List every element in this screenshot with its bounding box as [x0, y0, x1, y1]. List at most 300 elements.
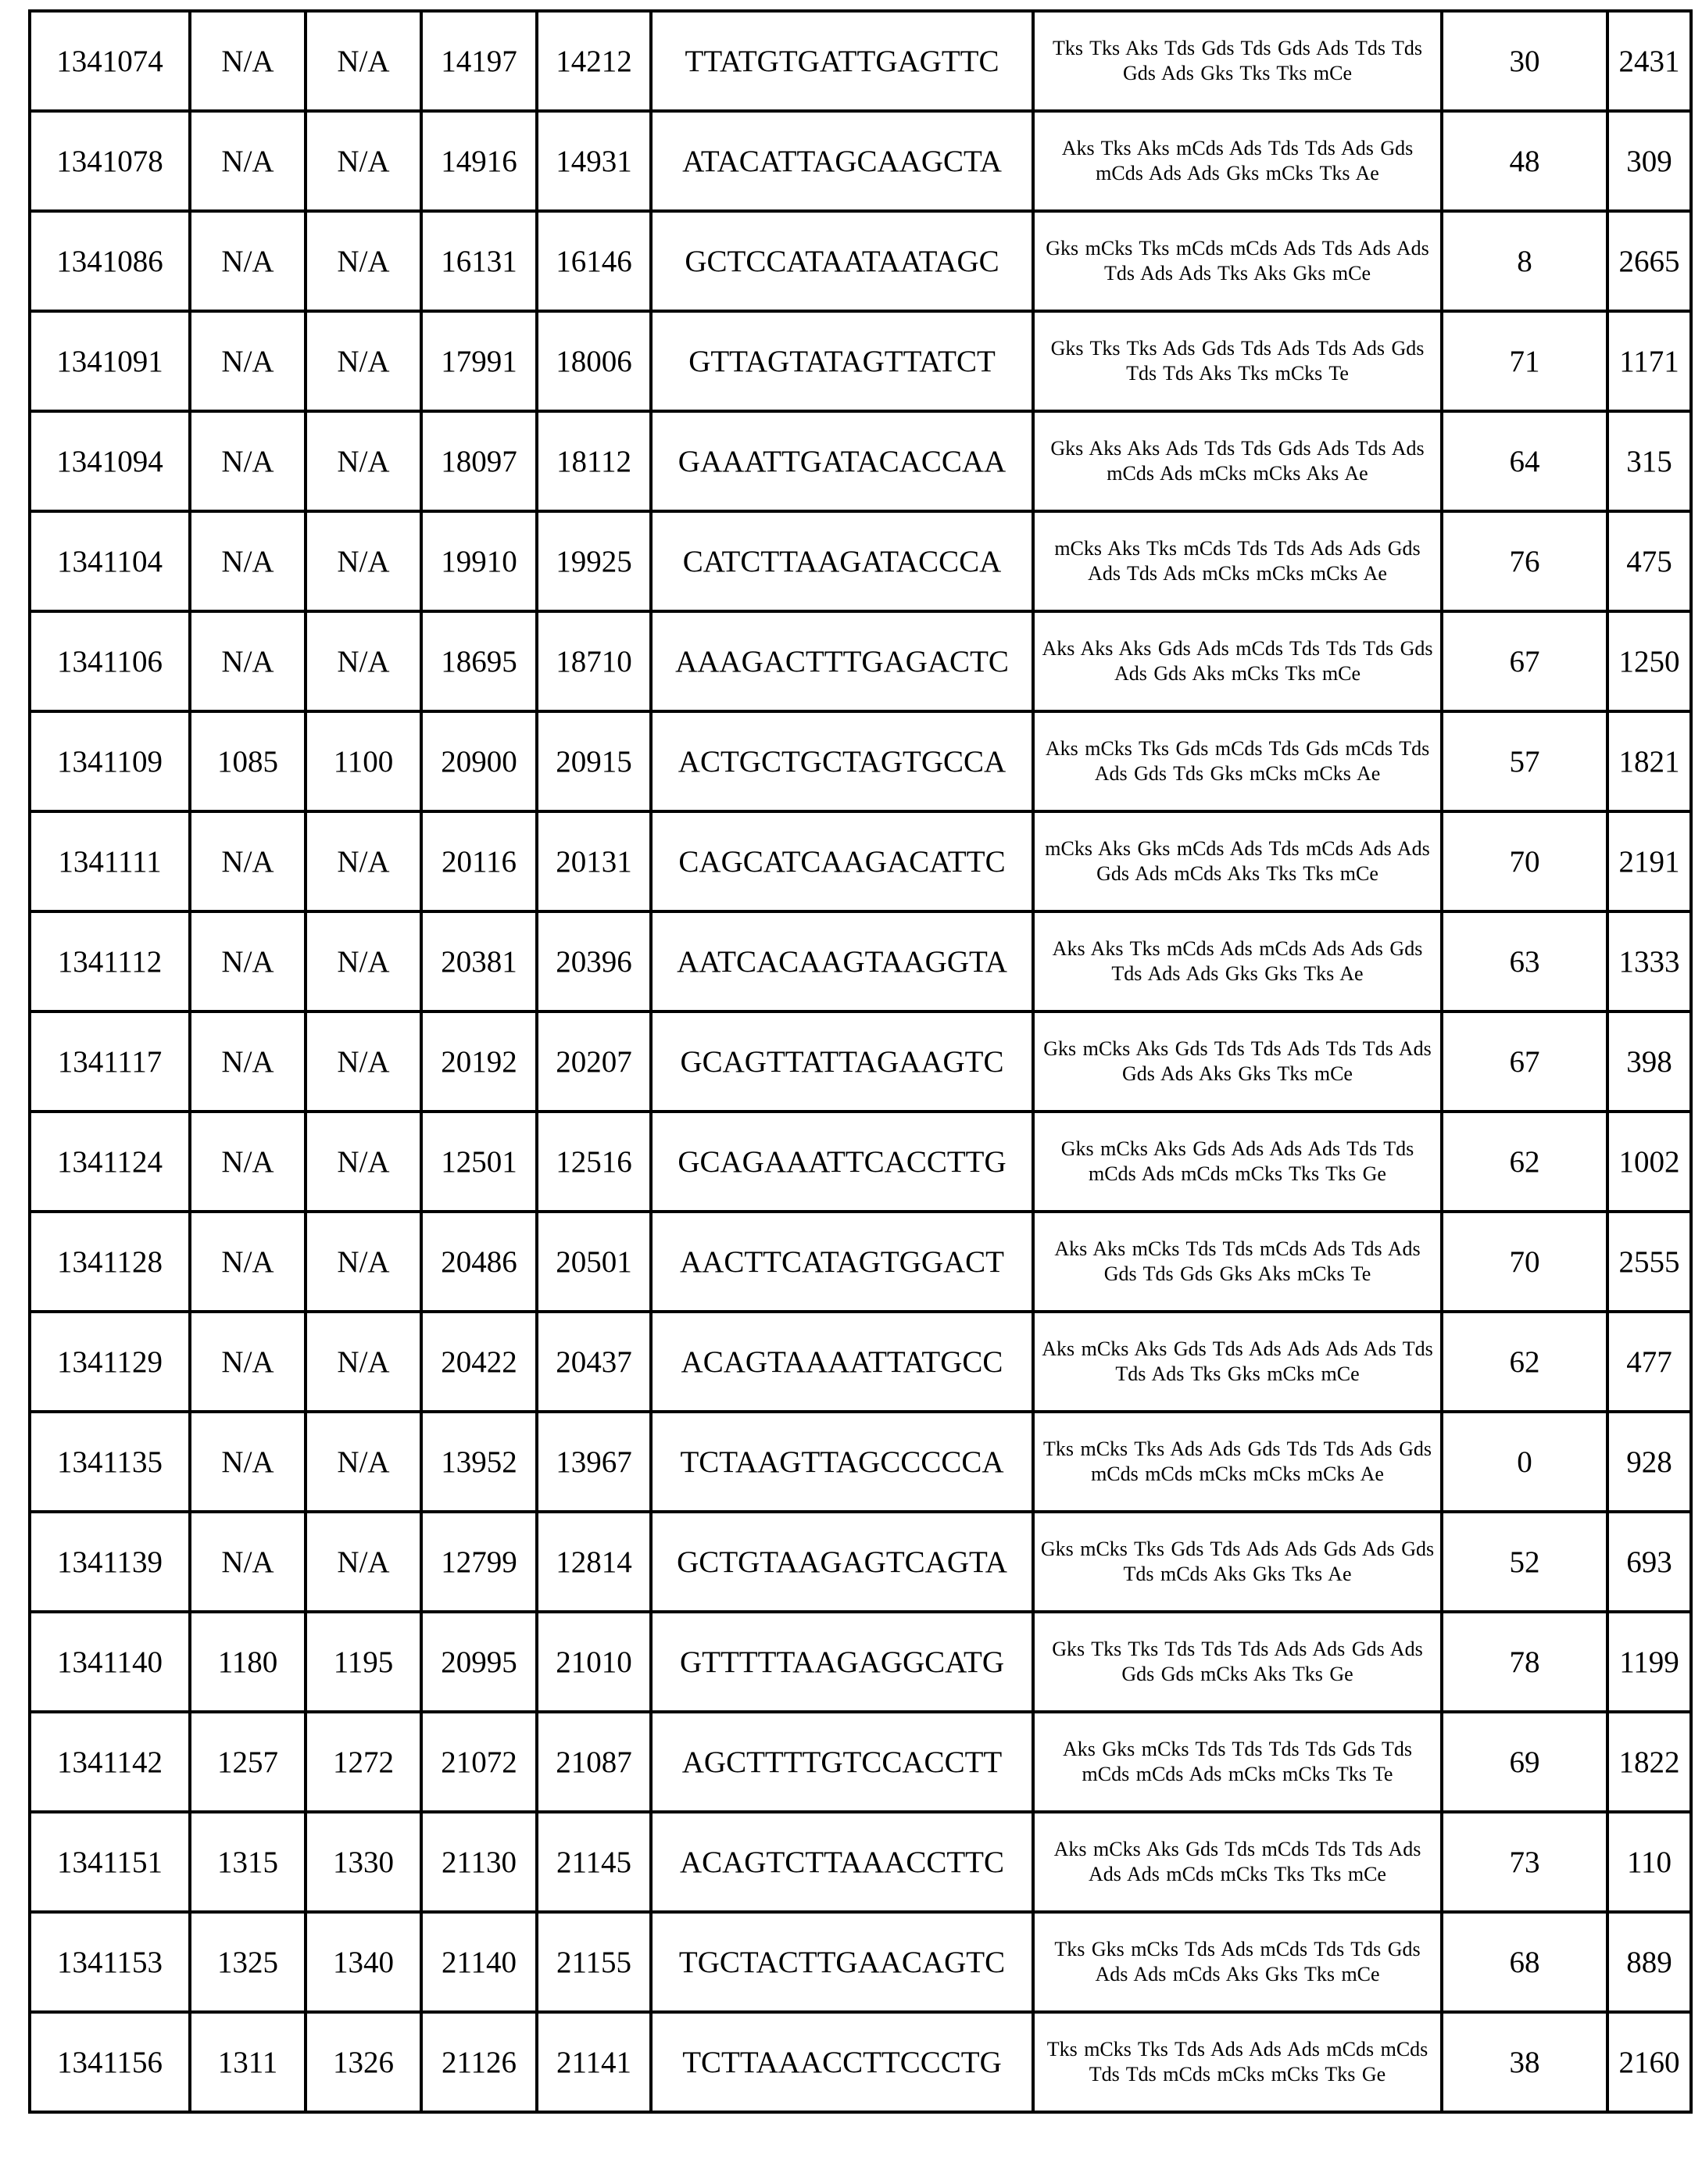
chemistry-token: Aks	[1306, 462, 1339, 485]
seq-id-cell: 475	[1607, 511, 1691, 611]
stop-site-1-cell: N/A	[306, 1011, 421, 1112]
chemistry-token: Tds	[1173, 762, 1203, 785]
chemistry-token: Tds	[1143, 1262, 1174, 1285]
chemistry-token: mCks	[1131, 1938, 1178, 1960]
chemistry-token: Te	[1328, 362, 1349, 385]
chemistry-token: Tks	[1319, 162, 1350, 184]
table-row	[30, 811, 1691, 911]
sequence-cell: TCTTAAACCTTCCCTG	[651, 2012, 1033, 2112]
start-site-1-cell: 1315	[190, 1812, 306, 1912]
chemistry-token: Tks	[1090, 337, 1121, 360]
chemistry-token: Aks	[1214, 1563, 1246, 1585]
chemistry-token: mCds	[1175, 862, 1222, 885]
seq-id-cell: 2431	[1607, 11, 1691, 111]
chemistry-token: Ads	[1313, 1237, 1346, 1260]
seq-id-cell: 309	[1607, 111, 1691, 211]
chemistry-token: Aks	[1089, 437, 1121, 460]
compound-id-cell: 1341140	[30, 1612, 190, 1712]
compound-id-cell: 1341104	[30, 511, 190, 611]
compound-id-cell: 1341124	[30, 1112, 190, 1212]
chemistry-token: mCds	[1167, 937, 1214, 960]
sequence-cell: GCAGAAATTCACCTTG	[651, 1112, 1033, 1212]
chemistry-token: Ads	[1350, 937, 1383, 960]
chemistry-token: Ads	[1341, 137, 1374, 159]
chemistry-token: Tks	[1336, 1763, 1367, 1785]
chemistry-token: Gds	[1324, 1538, 1357, 1560]
percent-inhibition-cell: 69	[1442, 1712, 1607, 1812]
chemistry-token: mCks	[1253, 462, 1301, 485]
sequence-cell: CAGCATCAAGACATTC	[651, 811, 1033, 911]
percent-inhibition-cell: 30	[1442, 11, 1607, 111]
chemistry-token: Tks	[1139, 237, 1169, 260]
chemistry-token: Tks	[1138, 2038, 1168, 2060]
chemistry-token: Ads	[1390, 1638, 1423, 1660]
table-row	[30, 1212, 1691, 1312]
chemistry-token: Tds	[1363, 637, 1393, 660]
chemistry-token: Gds	[1134, 762, 1167, 785]
chemistry-token: Aks	[1062, 137, 1095, 159]
chemistry-token: Tds	[1306, 1738, 1336, 1760]
start-site-1-cell: N/A	[190, 311, 306, 411]
chemistry-token: Ads	[1360, 1438, 1393, 1460]
chemistry-token: Ads	[1189, 1763, 1222, 1785]
chemistry-token: Tds	[1222, 1237, 1253, 1260]
chemistry-token: Tds	[1363, 1037, 1393, 1060]
chemistry-token: Gks	[1265, 1963, 1298, 1985]
chemistry-token: mCks	[1045, 837, 1092, 860]
chemistry-token: Ads	[1325, 1337, 1358, 1360]
compound-id-cell: 1341086	[30, 211, 190, 311]
percent-inhibition-cell: 76	[1442, 511, 1607, 611]
chemistry-token: Ads	[1160, 462, 1192, 485]
start-site-2-cell: 20995	[421, 1612, 537, 1712]
chemistry-token: Tks	[1139, 737, 1169, 760]
chemistry-token: mCks	[1054, 537, 1102, 560]
compound-id-cell: 1341117	[30, 1011, 190, 1112]
chemistry-token: Tds	[1352, 1237, 1382, 1260]
chemistry-token: Tks	[1127, 337, 1157, 360]
sequence-cell: GCTGTAAGAGTCAGTA	[651, 1512, 1033, 1612]
chemistry-token: mCks	[1253, 1463, 1301, 1485]
chemistry-token: Gks	[1264, 962, 1297, 985]
chemistry-cell	[1033, 511, 1442, 611]
seq-id-cell: 477	[1607, 1312, 1691, 1412]
chemistry-token: Tds	[1241, 437, 1271, 460]
chemistry-cell	[1033, 311, 1442, 411]
stop-site-2-cell: 21141	[537, 2012, 651, 2112]
seq-id-cell: 889	[1607, 1912, 1691, 2012]
chemistry-cell	[1033, 411, 1442, 511]
chemistry-token: Ge	[1329, 1663, 1353, 1685]
chemistry-token: Gds	[1192, 1137, 1225, 1160]
chemistry-token: Aks	[1192, 662, 1225, 685]
sequence-cell: AATCACAAGTAAGGTA	[651, 911, 1033, 1011]
chemistry-token: Ads	[1359, 837, 1392, 860]
chemistry-token: Tds	[1201, 1638, 1232, 1660]
chemistry-token: mCks	[1267, 1362, 1314, 1385]
start-site-1-cell: N/A	[190, 11, 306, 111]
chemistry-token: Tks	[1292, 1563, 1322, 1585]
chemistry-token: Ads	[1147, 962, 1180, 985]
seq-id-cell: 2160	[1607, 2012, 1691, 2112]
start-site-1-cell: N/A	[190, 211, 306, 311]
chemistry-token: Tds	[1213, 1337, 1243, 1360]
chemistry-token: Tds	[1237, 537, 1268, 560]
chemistry-cell	[1033, 1712, 1442, 1812]
chemistry-token: Ads	[1220, 937, 1253, 960]
chemistry-token: Ae	[1356, 162, 1379, 184]
sequence-cell: GCAGTTATTAGAAGTC	[651, 1011, 1033, 1112]
sequence-cell: GTTAGTATAGTTATCT	[651, 311, 1033, 411]
chemistry-token: Gds	[1400, 637, 1433, 660]
chemistry-token: Ads	[1287, 2038, 1320, 2060]
compound-id-cell: 1341091	[30, 311, 190, 411]
percent-inhibition-cell: 62	[1442, 1112, 1607, 1212]
seq-id-cell: 1171	[1607, 311, 1691, 411]
chemistry-token: mCds	[1173, 1963, 1221, 1985]
chemistry-token: mCds	[1259, 937, 1307, 960]
table-row	[30, 11, 1691, 111]
seq-id-cell: 1199	[1607, 1612, 1691, 1712]
chemistry-token: Tks	[1293, 1663, 1323, 1685]
chemistry-token: mCds	[1381, 2038, 1428, 2060]
stop-site-1-cell: N/A	[306, 11, 421, 111]
compound-id-cell: 1341153	[30, 1912, 190, 2012]
chemistry-cell	[1033, 111, 1442, 211]
compound-id-cell: 1341112	[30, 911, 190, 1011]
chemistry-token: mCds	[1091, 1463, 1139, 1485]
chemistry-token: Gks	[1210, 762, 1243, 785]
chemistry-token: Ads	[1178, 262, 1211, 285]
stop-site-1-cell: N/A	[306, 411, 421, 511]
chemistry-token: Ads	[1269, 1137, 1302, 1160]
chemistry-token: Tds	[1225, 1838, 1255, 1860]
compound-id-cell: 1341109	[30, 711, 190, 811]
chemistry-token: mCks	[1217, 2063, 1264, 2086]
stop-site-1-cell: N/A	[306, 1312, 421, 1412]
chemistry-token: Tds	[1115, 1362, 1146, 1385]
percent-inhibition-cell: 73	[1442, 1812, 1607, 1912]
chemistry-token: Tds	[1352, 1838, 1382, 1860]
chemistry-token: Gds	[1401, 1538, 1434, 1560]
stop-site-2-cell: 20207	[537, 1011, 651, 1112]
chemistry-token: Aks	[1253, 1663, 1286, 1685]
table-row	[30, 711, 1691, 811]
chemistry-token: Tks	[1054, 1938, 1085, 1960]
chemistry-token: Gds	[1202, 337, 1235, 360]
chemistry-token: mCds	[1082, 1763, 1130, 1785]
chemistry-token: Gks	[1061, 1137, 1094, 1160]
chemistry-token: Tds	[1268, 137, 1299, 159]
chemistry-token: Ads	[1249, 2038, 1282, 2060]
chemistry-token: Gds	[1180, 1262, 1213, 1285]
chemistry-token: Gks	[1041, 1538, 1074, 1560]
chemistry-token: mCks	[1307, 1463, 1355, 1485]
chemistry-token: mCe	[1314, 62, 1352, 84]
chemistry-token: mCks	[1080, 1538, 1128, 1560]
chemistry-token: Ads	[1388, 1838, 1421, 1860]
stop-site-2-cell: 18710	[537, 611, 651, 711]
chemistry-token: Ads	[1170, 1438, 1203, 1460]
chemistry-token: Tds	[1214, 1037, 1245, 1060]
chemistry-token: Tks	[1128, 1638, 1158, 1660]
stop-site-2-cell: 21087	[537, 1712, 651, 1812]
chemistry-token: Tds	[1164, 37, 1195, 59]
chemistry-token: Gks	[1043, 1037, 1076, 1060]
chemistry-token: Ads	[1229, 137, 1262, 159]
chemistry-token: Tds	[1287, 1438, 1318, 1460]
chemistry-token: mCks	[1084, 2038, 1132, 2060]
chemistry-token: Ae	[1364, 562, 1387, 585]
chemistry-token: Gds	[1175, 1037, 1208, 1060]
start-site-2-cell: 20381	[421, 911, 537, 1011]
oligonucleotide-table	[28, 9, 1693, 2114]
chemistry-cell	[1033, 11, 1442, 111]
chemistry-token: Gks	[1052, 1638, 1085, 1660]
chemistry-token: Ads	[1283, 237, 1316, 260]
start-site-1-cell: 1257	[190, 1712, 306, 1812]
chemistry-token: Ads	[1364, 1337, 1396, 1360]
stop-site-2-cell: 18006	[537, 311, 651, 411]
chemistry-token: mCks	[1257, 562, 1304, 585]
chemistry-token: mCe	[1322, 662, 1361, 685]
chemistry-token: mCds	[1166, 1863, 1214, 1885]
start-site-1-cell: 1180	[190, 1612, 306, 1712]
chemistry-cell	[1033, 611, 1442, 711]
percent-inhibition-cell: 48	[1442, 111, 1607, 211]
chemistry-token: Ads	[1149, 162, 1182, 184]
chemistry-token: Aks	[1226, 1963, 1259, 1985]
percent-inhibition-cell: 38	[1442, 2012, 1607, 2112]
chemistry-token: Ads	[1095, 762, 1128, 785]
stop-site-2-cell: 20915	[537, 711, 651, 811]
chemistry-token: Tds	[1210, 1538, 1240, 1560]
chemistry-token: Tks	[1101, 137, 1132, 159]
chemistry-token: Tds	[1383, 1137, 1414, 1160]
start-site-2-cell: 12799	[421, 1512, 537, 1612]
chemistry-token: Ae	[1339, 962, 1363, 985]
chemistry-token: Gds	[1306, 737, 1339, 760]
chemistry-cell	[1033, 1412, 1442, 1512]
chemistry-cell	[1033, 1112, 1442, 1212]
chemistry-token: Aks	[1134, 1337, 1167, 1360]
sequence-cell: GCTCCATAATAATAGC	[651, 211, 1033, 311]
compound-id-cell: 1341094	[30, 411, 190, 511]
chemistry-token: Ae	[1328, 1563, 1351, 1585]
chemistry-token: Tds	[1305, 137, 1335, 159]
chemistry-token: Ads	[1114, 662, 1147, 685]
chemistry-token: Ads	[1246, 1538, 1278, 1560]
percent-inhibition-cell: 67	[1442, 1011, 1607, 1112]
start-site-2-cell: 20192	[421, 1011, 537, 1112]
start-site-1-cell: N/A	[190, 611, 306, 711]
chemistry-token: mCks	[1275, 362, 1323, 385]
chemistry-token: Tks	[1266, 862, 1296, 885]
chemistry-token: Tds	[1196, 1738, 1226, 1760]
chemistry-token: Tds	[1123, 1563, 1153, 1585]
chemistry-token: Tds	[1269, 737, 1300, 760]
seq-id-cell: 110	[1607, 1812, 1691, 1912]
chemistry-token: Gds	[1278, 37, 1310, 59]
percent-inhibition-cell: 63	[1442, 911, 1607, 1011]
stop-site-2-cell: 21010	[537, 1612, 651, 1712]
table-row	[30, 1812, 1691, 1912]
chemistry-token: mCds	[1326, 2038, 1374, 2060]
percent-inhibition-cell: 57	[1442, 711, 1607, 811]
chemistry-token: Tds	[1326, 637, 1357, 660]
chemistry-cell	[1033, 911, 1442, 1011]
chemistry-token: Tds	[1324, 1438, 1354, 1460]
chemistry-token: Gds	[1104, 1262, 1137, 1285]
chemistry-token: Aks	[1199, 362, 1232, 385]
chemistry-token: Ads	[1163, 337, 1196, 360]
chemistry-token: Gks	[1220, 1262, 1253, 1285]
compound-id-cell: 1341135	[30, 1412, 190, 1512]
chemistry-token: Gds	[1248, 1438, 1281, 1460]
chemistry-token: mCds	[1163, 2063, 1210, 2086]
chemistry-token: Ads	[1135, 862, 1167, 885]
chemistry-token: Ads	[1160, 1062, 1193, 1085]
sequence-cell: AACTTCATAGTGGACT	[651, 1212, 1033, 1312]
chemistry-token: Tds	[1232, 1738, 1263, 1760]
stop-site-1-cell: N/A	[306, 311, 421, 411]
chemistry-token: Tds	[1269, 837, 1300, 860]
chemistry-token: Tds	[1241, 337, 1271, 360]
chemistry-token: Gks	[1200, 62, 1233, 84]
chemistry-token: Ads	[1163, 562, 1196, 585]
start-site-2-cell: 13952	[421, 1412, 537, 1512]
table-row	[30, 411, 1691, 511]
chemistry-token: Tks	[1089, 37, 1120, 59]
chemistry-token: Tds	[1126, 2063, 1157, 2086]
start-site-1-cell: 1311	[190, 2012, 306, 2112]
sequence-cell: TCTAAGTTAGCCCCCA	[651, 1412, 1033, 1512]
chemistry-token: Aks	[1053, 937, 1085, 960]
stop-site-2-cell: 16146	[537, 211, 651, 311]
chemistry-token: Tds	[1392, 37, 1422, 59]
chemistry-token: Ads	[1230, 837, 1263, 860]
chemistry-token: mCks	[1303, 762, 1351, 785]
start-site-2-cell: 20486	[421, 1212, 537, 1312]
chemistry-token: mCds	[1184, 537, 1232, 560]
chemistry-token: Gks	[1051, 337, 1084, 360]
seq-id-cell: 1250	[1607, 611, 1691, 711]
chemistry-token: Aks	[1258, 1262, 1291, 1285]
chemistry-token: mCds	[1262, 1838, 1310, 1860]
start-site-1-cell: N/A	[190, 411, 306, 511]
percent-inhibition-cell: 52	[1442, 1512, 1607, 1612]
chemistry-token: mCds	[1096, 162, 1143, 184]
chemistry-token: Gds	[1122, 1062, 1155, 1085]
chemistry-token: mCks	[1199, 1463, 1246, 1485]
stop-site-1-cell: N/A	[306, 811, 421, 911]
stop-site-2-cell: 14212	[537, 11, 651, 111]
chemistry-token: Gks	[1253, 1563, 1285, 1585]
sequence-cell: AAAGACTTTGAGACTC	[651, 611, 1033, 711]
chemistry-token: Aks	[1054, 1838, 1087, 1860]
chemistry-token: mCe	[1348, 1863, 1386, 1885]
chemistry-token: mCks	[1202, 562, 1250, 585]
compound-id-cell: 1341128	[30, 1212, 190, 1312]
chemistry-token: mCds	[1345, 737, 1393, 760]
chemistry-token: Ads	[1312, 1638, 1345, 1660]
stop-site-1-cell: N/A	[306, 911, 421, 1011]
chemistry-token: Ae	[1344, 462, 1368, 485]
table-row	[30, 611, 1691, 711]
stop-site-2-cell: 21145	[537, 1812, 651, 1912]
chemistry-token: Gds	[1343, 1738, 1375, 1760]
start-site-2-cell: 12501	[421, 1112, 537, 1212]
chemistry-token: Ads	[1284, 1538, 1317, 1560]
chemistry-token: Ads	[1133, 1963, 1166, 1985]
chemistry-token: Ads	[1231, 1137, 1264, 1160]
start-site-2-cell: 14197	[421, 11, 537, 111]
chemistry-token: mCds	[1160, 1563, 1208, 1585]
start-site-2-cell: 18695	[421, 611, 537, 711]
chemistry-token: Tks	[1325, 2063, 1355, 2086]
table-row	[30, 1912, 1691, 2012]
stop-site-1-cell: N/A	[306, 1412, 421, 1512]
chemistry-token: Tds	[1399, 737, 1429, 760]
chemistry-cell	[1033, 1312, 1442, 1412]
chemistry-token: Aks	[1146, 1838, 1179, 1860]
chemistry-token: mCks	[1221, 1863, 1268, 1885]
start-site-1-cell: N/A	[190, 1212, 306, 1312]
chemistry-token: Tks	[1134, 1438, 1164, 1460]
sequence-cell: GAAATTGATACACCAA	[651, 411, 1033, 511]
sequence-cell: TTATGTGATTGAGTTC	[651, 11, 1033, 111]
chemistry-token: Ads	[1287, 1037, 1320, 1060]
chemistry-token: Tds	[1104, 262, 1135, 285]
chemistry-token: Te	[1373, 1763, 1393, 1785]
chemistry-token: Ads	[1127, 1863, 1160, 1885]
chemistry-cell	[1033, 811, 1442, 911]
chemistry-token: mCds	[1107, 462, 1154, 485]
chemistry-token: Tks	[1277, 1062, 1307, 1085]
chemistry-cell	[1033, 1812, 1442, 1912]
compound-id-cell: 1341074	[30, 11, 190, 111]
chemistry-token: Aks	[1042, 1337, 1074, 1360]
seq-id-cell: 1821	[1607, 711, 1691, 811]
chemistry-token: Aks	[1107, 537, 1140, 560]
chemistry-token: Ads	[1089, 1863, 1121, 1885]
start-site-2-cell: 21126	[421, 2012, 537, 2112]
seq-id-cell: 315	[1607, 411, 1691, 511]
start-site-1-cell: N/A	[190, 811, 306, 911]
chemistry-token: Aks	[1127, 437, 1160, 460]
chemistry-token: Ads	[1165, 437, 1198, 460]
chemistry-token: mCks	[1235, 1162, 1282, 1185]
chemistry-token: Tds	[1403, 1337, 1433, 1360]
start-site-1-cell: N/A	[190, 911, 306, 1011]
chemistry-token: mCds	[1181, 1162, 1228, 1185]
chemistry-token: Gks	[1226, 162, 1259, 184]
chemistry-token: mCe	[1341, 1963, 1379, 1985]
chemistry-token: Gks	[1046, 237, 1078, 260]
chemistry-token: Tks	[1289, 1162, 1319, 1185]
start-site-2-cell: 16131	[421, 211, 537, 311]
stop-site-2-cell: 21155	[537, 1912, 651, 2012]
chemistry-token: Tks	[1325, 1162, 1356, 1185]
chemistry-token: Tks	[1276, 62, 1307, 84]
chemistry-token: Ads	[1399, 1037, 1432, 1060]
table-row	[30, 1412, 1691, 1512]
chemistry-token: Gks	[1102, 1738, 1135, 1760]
table-body	[30, 11, 1691, 2112]
stop-site-1-cell: N/A	[306, 1112, 421, 1212]
chemistry-token: Aks	[1227, 862, 1260, 885]
chemistry-token: Aks	[1081, 637, 1114, 660]
